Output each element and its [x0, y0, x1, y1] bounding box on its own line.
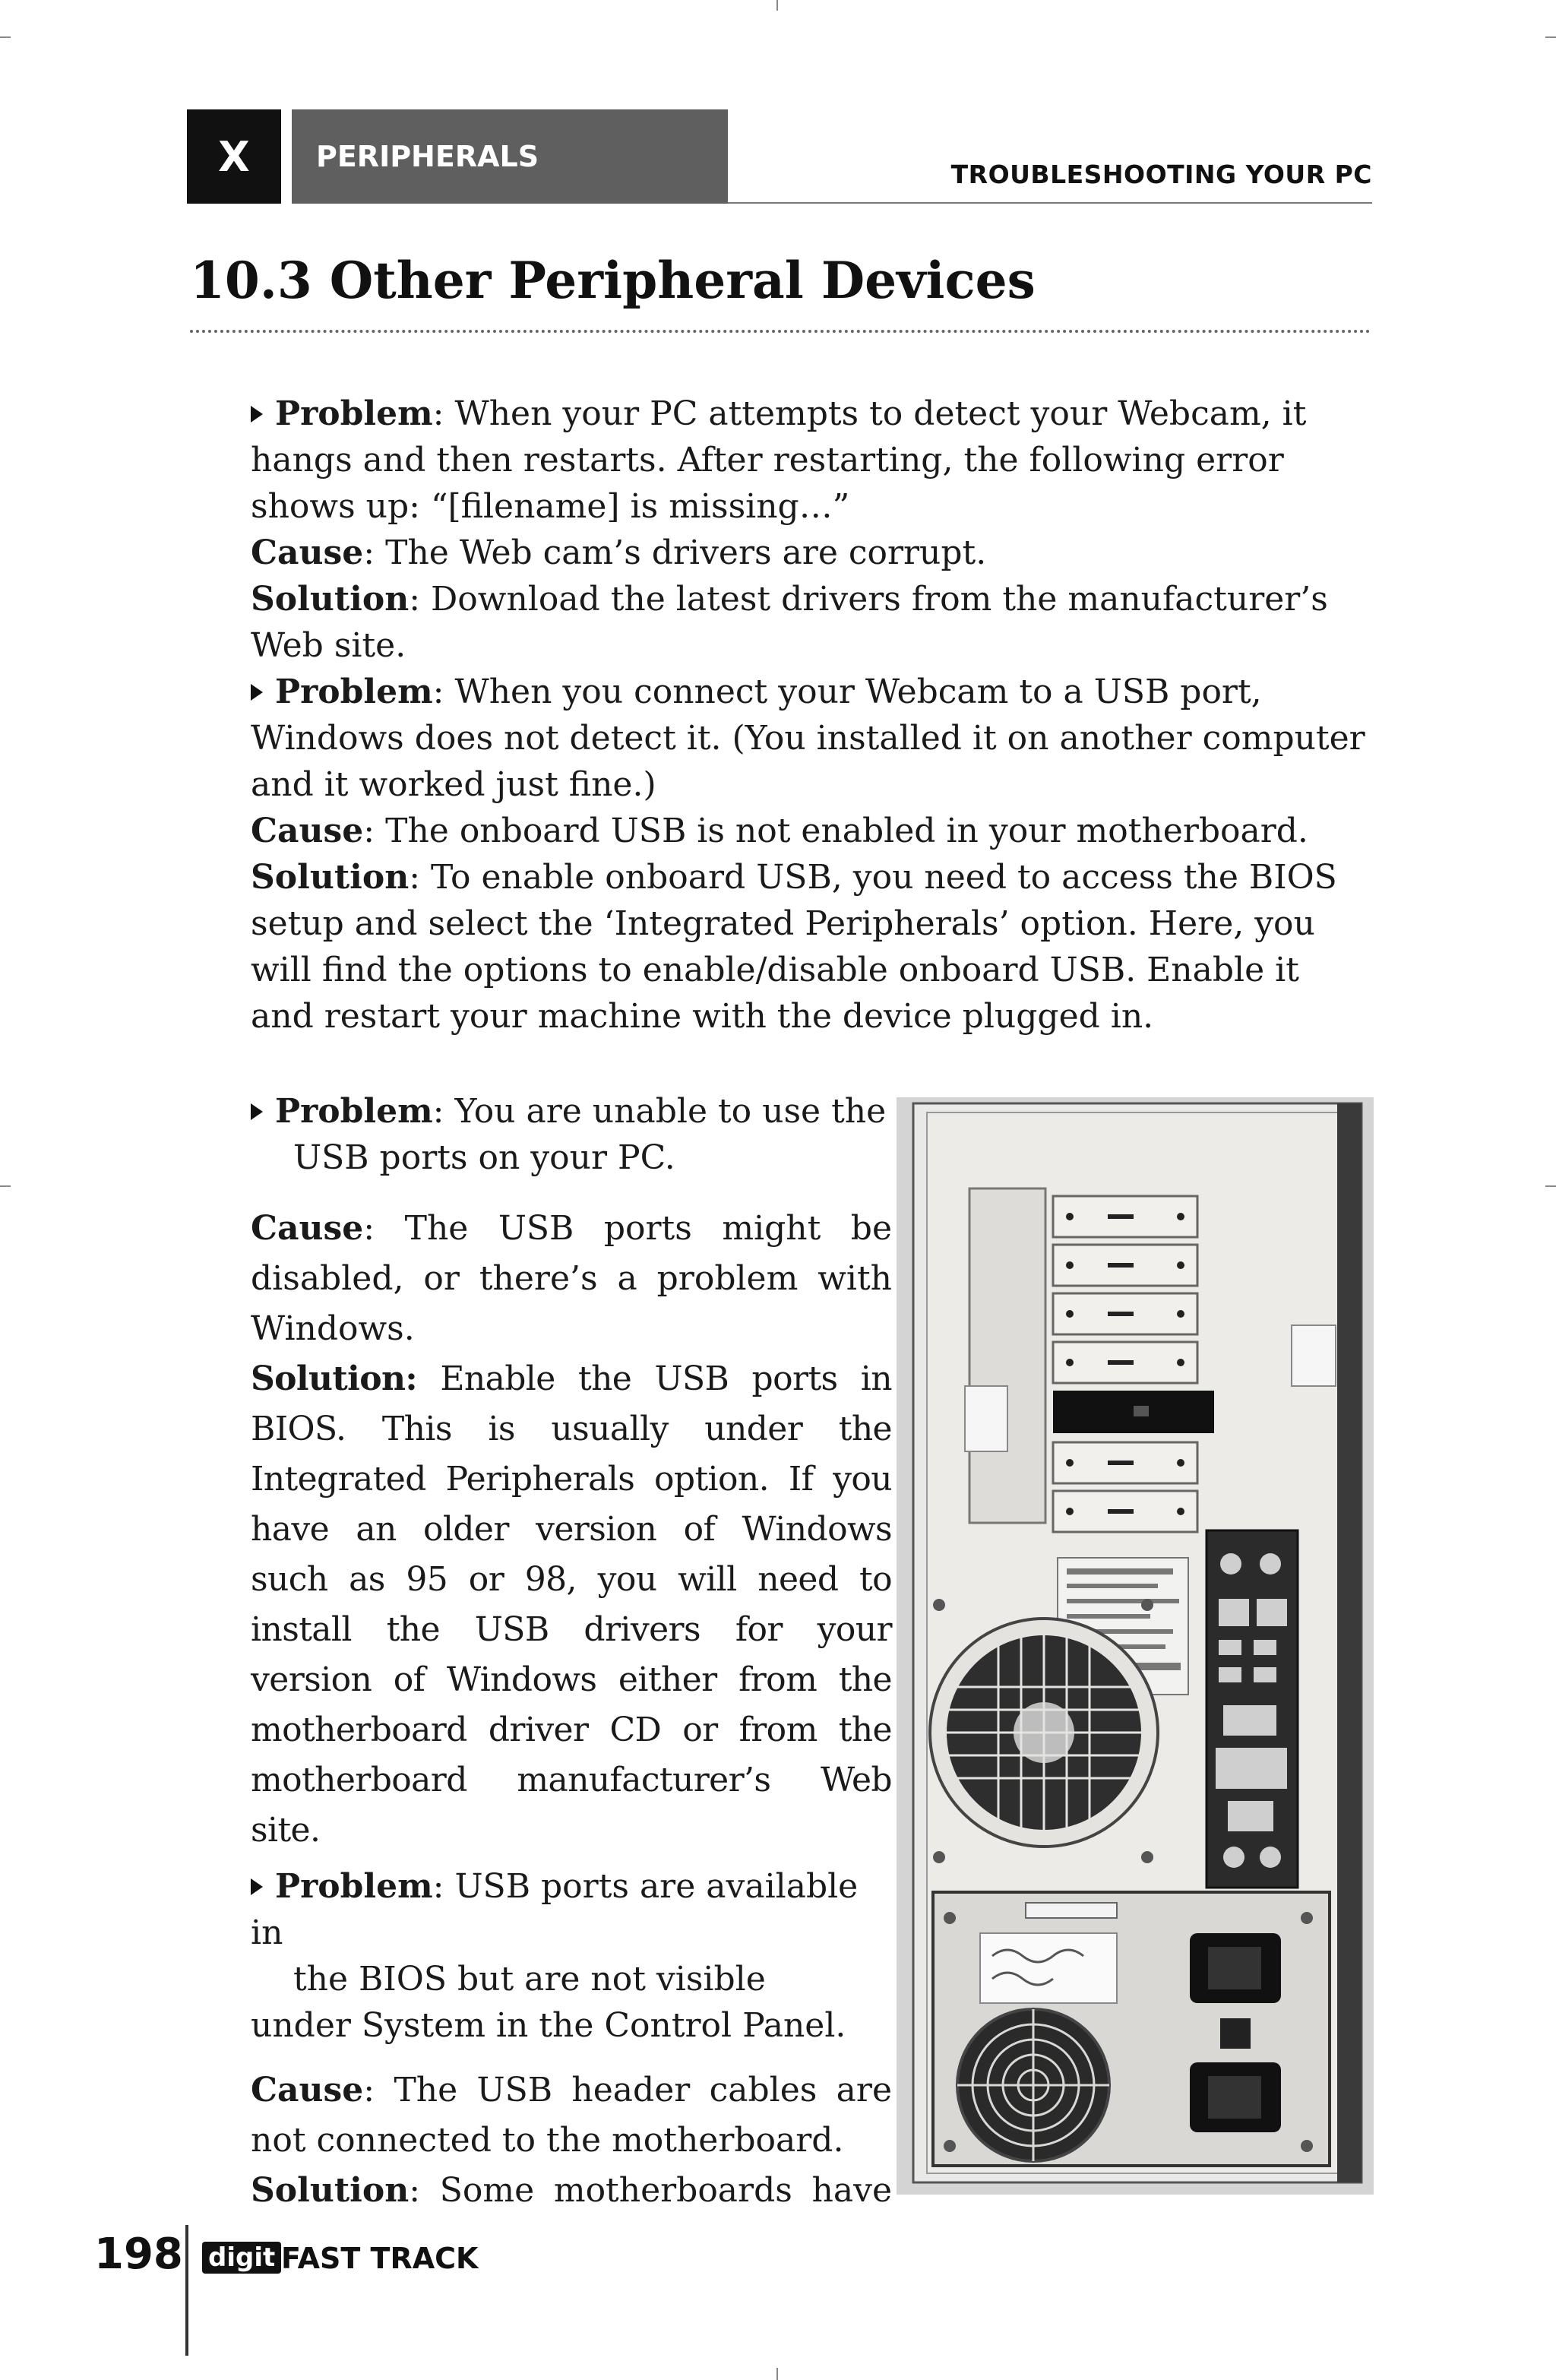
cause-text: : The onboard USB is not enabled in your motherboard.: [363, 812, 1308, 850]
solution-text: : To enable onboard USB, you need to access the BIOS setup and select the ‘Integrated Peripherals’ option. Here, you will find the options to enable/disable onboard USB. Enable it and restart your machine with the device plugged in.: [251, 858, 1337, 1036]
header-rule: [728, 202, 1372, 204]
solution-text: : Download the latest drivers from the manufacturer’s Web site.: [251, 580, 1328, 665]
solution-paragraph: [251, 1354, 892, 1856]
cause-label: Cause: [251, 533, 364, 572]
problem-text: : When you connect your Webcam to a USB port, Windows does not detect it. (You installed it on another computer and it worked just fine.): [251, 673, 1365, 804]
arrow-bullet-icon: [251, 1103, 263, 1120]
solution-label: Solution:: [251, 1359, 418, 1398]
problem-paragraph: [251, 1088, 892, 1181]
chapter-letter-box: X: [187, 109, 281, 204]
arrow-bullet-icon: [251, 406, 263, 423]
troubleshooting-item-usb-ports: [251, 1088, 892, 1856]
problem-label: Problem: [275, 1867, 433, 1906]
cause-paragraph: [251, 808, 1372, 854]
solution-label: Solution: [251, 580, 410, 619]
problem-text: : You are unable to use the USB ports on your PC.: [293, 1092, 887, 1177]
cause-label: Cause: [251, 2071, 364, 2109]
cause-paragraph: [251, 2065, 892, 2166]
cause-paragraph: [251, 530, 1372, 576]
cause-label: Cause: [251, 812, 364, 850]
problem-label: Problem: [275, 1092, 433, 1131]
cause-text: : The USB header cables are not connected to the motherboard.: [251, 2071, 892, 2160]
dotted-divider: [190, 330, 1371, 333]
series-title: FAST TRACK: [281, 2242, 479, 2275]
problem-text-line: the BIOS but are not visible: [293, 1960, 766, 1999]
problem-text: : USB ports are available in: [251, 1867, 859, 1952]
crop-mark: [1545, 1185, 1556, 1187]
section-tab: PERIPHERALS: [292, 109, 728, 204]
solution-label: Solution: [251, 858, 410, 897]
arrow-bullet-icon: [251, 1878, 263, 1895]
cause-paragraph: [251, 1204, 892, 1354]
crop-mark: [776, 2368, 778, 2380]
problem-text-line: under System in the Control Panel.: [251, 2006, 846, 2045]
problem-paragraph: [251, 669, 1372, 808]
arrow-bullet-icon: [251, 684, 263, 701]
pc-rear-panel-photo: [897, 1097, 1374, 2195]
section-title: 10.3 Other Peripheral Devices: [190, 251, 1036, 310]
footer-rule: [185, 2225, 188, 2356]
running-head: TROUBLESHOOTING YOUR PC: [950, 160, 1372, 189]
solution-label: Solution: [251, 2171, 410, 2210]
crop-mark: [776, 0, 778, 11]
pc-case-illustration: [897, 1097, 1374, 2195]
crop-mark: [1545, 36, 1556, 38]
crop-mark: [0, 1185, 11, 1187]
digit-logo: digit: [202, 2242, 281, 2274]
solution-text: : Some motherboards have: [409, 2171, 892, 2210]
troubleshooting-item-usb-headers: [251, 1863, 892, 2216]
troubleshooting-items-wide: [251, 391, 1372, 1040]
problem-label: Problem: [275, 394, 433, 433]
problem-paragraph: [251, 1863, 892, 1956]
crop-mark: [0, 36, 11, 38]
cause-label: Cause: [251, 1209, 364, 1248]
solution-paragraph: [251, 2166, 892, 2216]
problem-label: Problem: [275, 673, 433, 711]
problem-paragraph: [251, 391, 1372, 530]
cause-text: : The Web cam’s drivers are corrupt.: [363, 533, 987, 572]
solution-paragraph: [251, 854, 1372, 1040]
cause-text: : The USB ports might be disabled, or there’s a problem with Windows.: [251, 1209, 892, 1348]
solution-paragraph: [251, 576, 1372, 669]
problem-text: : When your PC attempts to detect your Webcam, it hangs and then restarts. After restarting, the following error shows up: “[filename] is missing…”: [251, 394, 1307, 526]
solution-text: Enable the USB ports in BIOS. This is usually under the Integrated Peripherals option. If you have an older version of Windows such as 95 or 98, you will need to install the USB drivers for your version of Windows either from the motherboard driver CD or from the motherboard manufacturer’s Web site.: [251, 1359, 892, 1850]
page-number: 198: [94, 2230, 183, 2279]
